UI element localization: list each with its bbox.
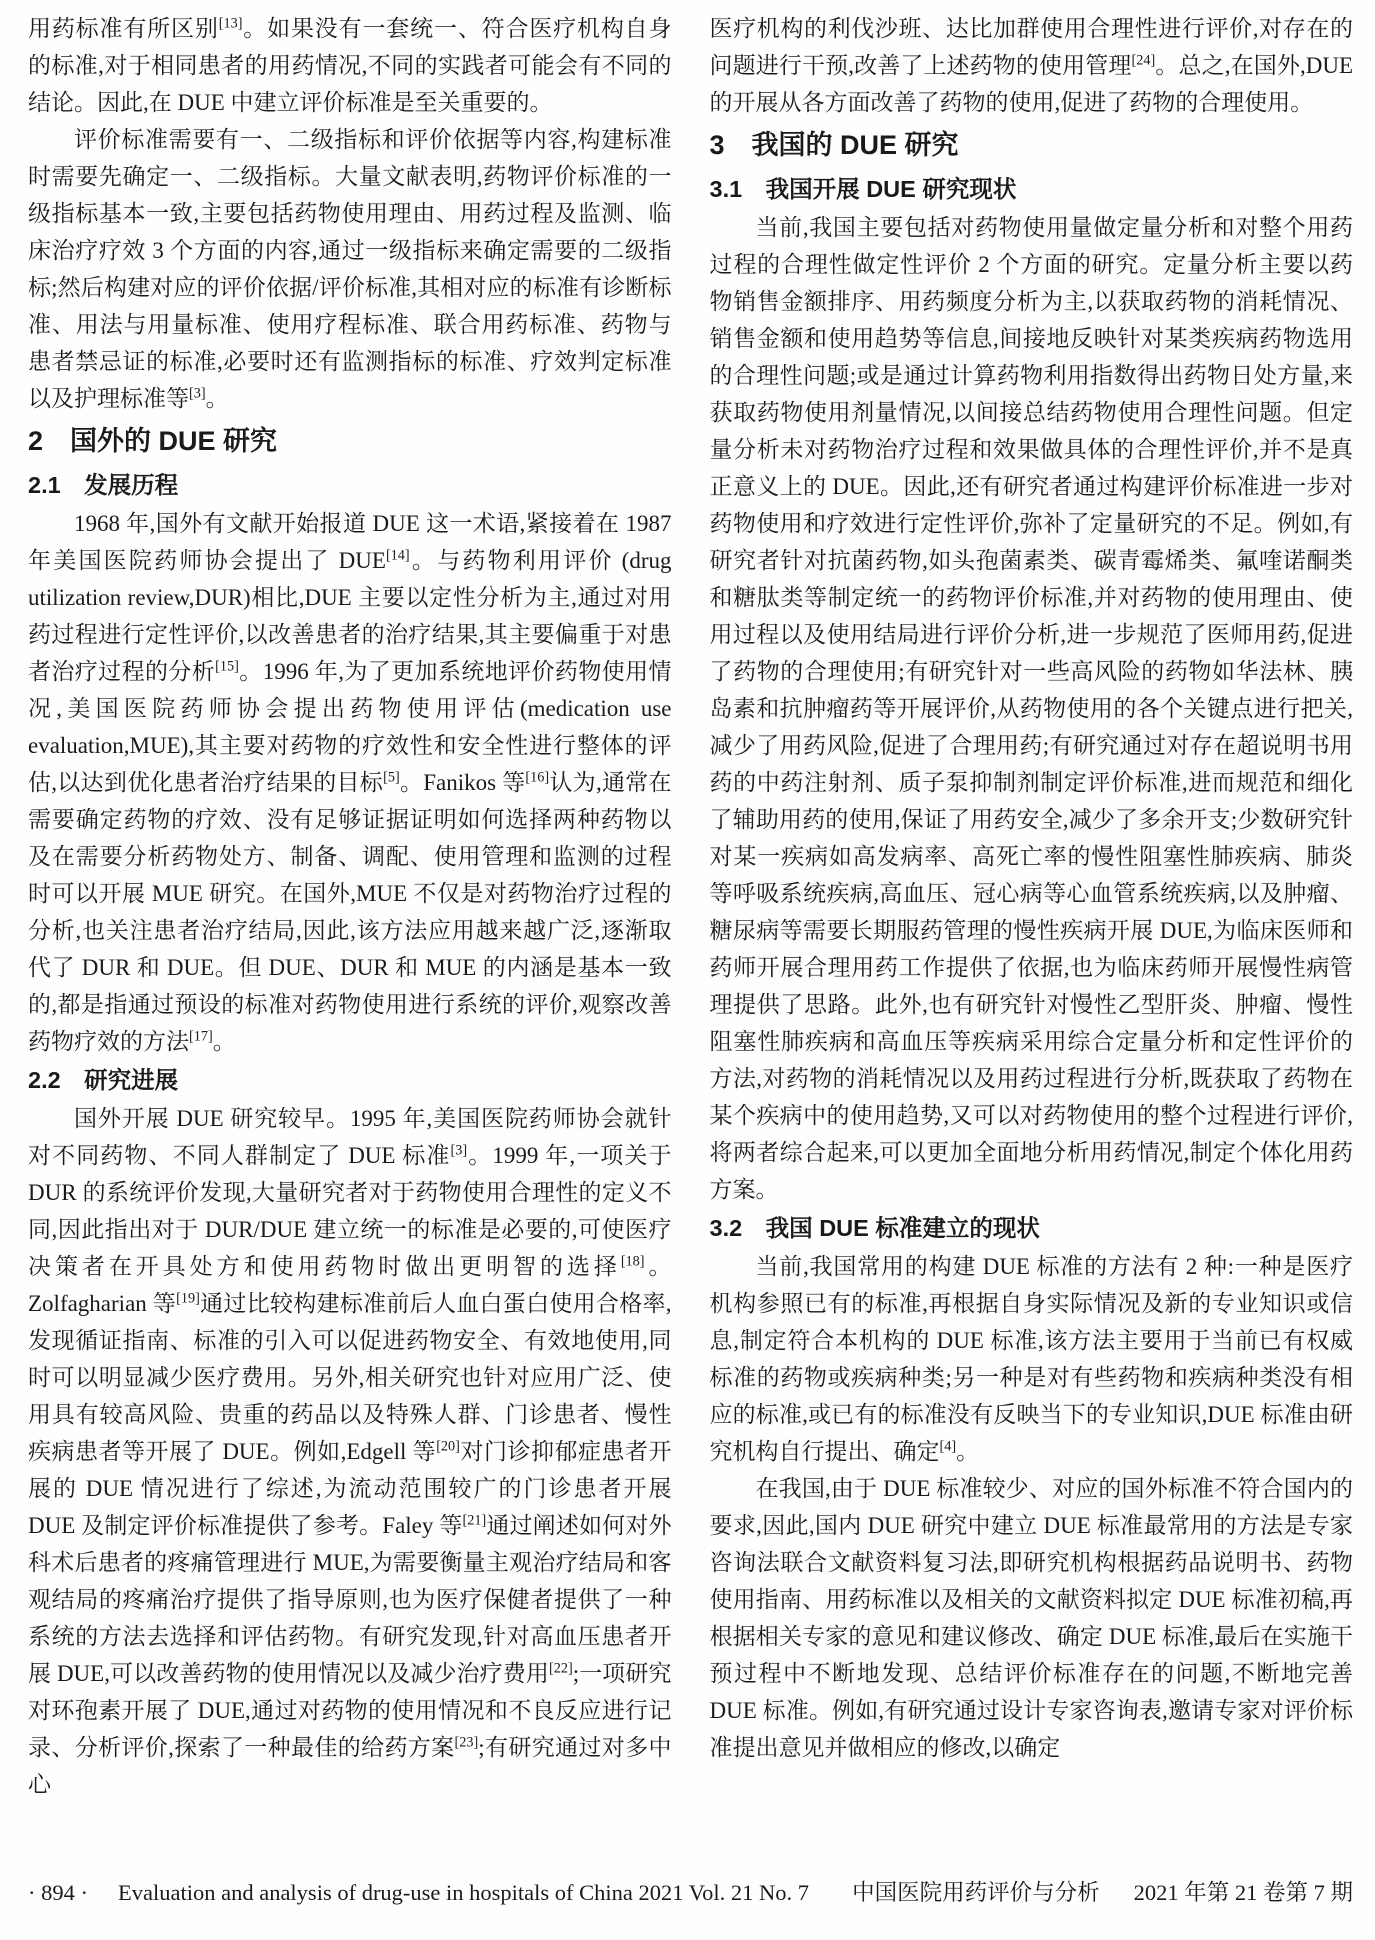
citation-ref: [22] bbox=[548, 1660, 573, 1677]
paragraph: 在我国,由于 DUE 标准较少、对应的国外标准不符合国内的要求,因此,国内 DUE 研究中建立 DUE 标准最常用的方法是专家咨询法联合文献资料复习法,即研究机构根据药品说明书、药物使用指南、用药标准以及相关的文献资料拟定 DUE 标准初稿,再根据相关专家的意见和建议修改、确定 DUE 标准,最后在实施干预过程中不断地发现、总结评价标准存在的问题,不断地完善 DUE 标准。例如,有研究通过设计专家咨询表,邀请专家对评价标准提出意见并做相应的修改,以确定 bbox=[709, 1476, 1353, 1760]
citation-ref: [4] bbox=[939, 1438, 957, 1455]
issue-info: 2021 年第 21 卷第 7 期 bbox=[1133, 1880, 1353, 1905]
citation-ref: [13] bbox=[218, 15, 243, 32]
subsection-heading: 3.1 我国开展 DUE 研究现状 bbox=[709, 176, 1017, 202]
right-column bbox=[710, 10, 1354, 1803]
paragraph: 1968 年,国外有文献开始报道 DUE 这一术语,紧接着在 1987 年美国医院药师协会提出了 DUE[14]。与药物利用评价 (drug utilization review,DUR)相比,DUE 主要以定性分析为主,通过对用药过程进行定性评价,以改善患者的治疗结果,其主要偏重于对患者治疗过程的分析[15]。1996 年,为了更加系统地评价药物使用情况,美国医院药师协会提出药物使用评估(medication use evaluation,MUE),其主要对药物的疗效性和安全性进行整体的评估,以达到优化患者治疗结果的目标[5]。Fanikos 等[16]认为,通常在需要确定药物的疗效、没有足够证据证明如何选择两种药物以及在需要分析药物处方、制备、调配、使用管理和监测的过程时可以开展 MUE 研究。在国外,MUE 不仅是对药物治疗过程的分析,也关注患者治疗结局,因此,该方法应用越来越广泛,逐渐取代了 DUR 和 DUE。但 DUE、DUR 和 MUE 的内涵是基本一致的,都是指通过预设的标准对药物使用进行系统的评价,观察改善药物疗效的方法[17]。 bbox=[28, 511, 672, 1054]
paragraph: 医疗机构的利伐沙班、达比加群使用合理性进行评价,对存在的问题进行干预,改善了上述药物的使用管理[24]。总之,在国外,DUE 的开展从各方面改善了药物的使用,促进了药物的合理使用。 bbox=[709, 16, 1353, 115]
citation-ref: [3] bbox=[450, 1142, 468, 1159]
citation-ref: [18] bbox=[620, 1253, 645, 1270]
citation-ref: [17] bbox=[189, 1028, 213, 1045]
subsection-heading: 3.2 我国 DUE 标准建立的现状 bbox=[709, 1215, 1040, 1241]
footer-left bbox=[28, 1878, 809, 1908]
citation-ref: [16] bbox=[525, 769, 550, 786]
paragraph: 当前,我国常用的构建 DUE 标准的方法有 2 种:一种是医疗机构参照已有的标准,再根据自身实际情况及新的专业知识或信息,制定符合本机构的 DUE 标准,该方法主要用于当前已有权威标准的药物或疾病种类;另一种是对有些药物和疾病种类没有相应的标准,或已有的标准没有反映当下的专业知识,DUE 标准由研究机构自行提出、确定[4]。 bbox=[709, 1254, 1353, 1464]
page-footer bbox=[28, 1878, 1353, 1908]
journal-name-cn: 中国医院用药评价与分析 bbox=[852, 1880, 1100, 1905]
citation-ref: [24] bbox=[1131, 52, 1156, 69]
citation-ref: [21] bbox=[462, 1512, 487, 1529]
paragraph: 评价标准需要有一、二级指标和评价依据等内容,构建标准时需要先确定一、二级指标。大量文献表明,药物评价标准的一级指标基本一致,主要包括药物使用理由、用药过程及监测、临床治疗疗效 3 个方面的内容,通过一级指标来确定需要的二级指标;然后构建对应的评价依据/评价标准,其相对应的标准有诊断标准、用法与用量标准、使用疗程标准、联合用药标准、药物与患者禁忌证的标准,必要时还有监测指标的标准、疗效判定标准以及护理标准等[3]。 bbox=[28, 127, 672, 411]
page-number: · 894 · bbox=[28, 1880, 88, 1905]
citation-ref: [23] bbox=[454, 1734, 479, 1751]
paragraph: 当前,我国主要包括对药物使用量做定量分析和对整个用药过程的合理性做定性评价 2 个方面的研究。定量分析主要以药物销售金额排序、用药频度分析为主,以获取药物的消耗情况、销售金额和使用趋势等信息,间接地反映针对某类疾病药物选用的合理性问题;或是通过计算药物利用指数得出药物日处方量,来获取药物使用剂量情况,以间接总结药物使用合理性问题。但定量分析未对药物治疗过程和效果做具体的合理性评价,并不是真正意义上的 DUE。因此,还有研究者通过构建评价标准进一步对药物使用和疗效进行定性评价,弥补了定量研究的不足。例如,有研究者针对抗菌药物,如头孢菌素类、碳青霉烯类、氟喹诺酮类和糖肽类等制定统一的药物评价标准,并对药物的使用理由、使用过程以及使用结局进行评价分析,进一步规范了医师用药,促进了药物的合理使用;有研究针对一些高风险的药物如华法林、胰岛素和抗肿瘤药等开展评价,从药物使用的各个关键点进行把关,减少了用药风险,促进了合理用药;有研究通过对存在超说明书用药的中药注射剂、质子泵抑制剂制定评价标准,进而规范和细化了辅助用药的使用,保证了用药安全,减少了多余开支;少数研究针对某一疾病如高发病率、高死亡率的慢性阻塞性肺疾病、肺炎等呼吸系统疾病,高血压、冠心病等心血管系统疾病,以及肿瘤、糖尿病等需要长期服药管理的慢性疾病开展 DUE,为临床医师和药师开展合理用药工作提供了依据,也为临床药师开展慢性病管理提供了思路。此外,也有研究针对慢性乙型肝炎、肿瘤、慢性阻塞性肺疾病和高血压等疾病采用综合定量分析和定性评价的方法,对药物的消耗情况以及用药过程进行分析,既获取了药物在某个疾病中的使用趋势,又可以对药物使用的整个过程进行评价,将两者综合起来,可以更加全面地分析用药情况,制定个体化用药方案。 bbox=[709, 215, 1353, 1202]
section-heading: 2 国外的 DUE 研究 bbox=[28, 426, 278, 456]
left-column bbox=[28, 10, 672, 1803]
citation-ref: [14] bbox=[385, 547, 410, 564]
citation-ref: [19] bbox=[176, 1290, 200, 1307]
citation-ref: [5] bbox=[383, 769, 400, 786]
citation-ref: [15] bbox=[215, 658, 239, 675]
subsection-heading: 2.2 研究进展 bbox=[28, 1067, 179, 1093]
section-heading: 3 我国的 DUE 研究 bbox=[709, 130, 959, 160]
paragraph: 用药标准有所区别[13]。如果没有一套统一、符合医疗机构自身的标准,对于相同患者的用药情况,不同的实践者可能会有不同的结论。因此,在 DUE 中建立评价标准是至关重要的。 bbox=[28, 15, 672, 115]
citation-ref: [20] bbox=[436, 1438, 460, 1455]
footer-right bbox=[852, 1878, 1353, 1908]
journal-name-en: Evaluation and analysis of drug-use in hospitals of China 2021 Vol. 21 No. 7 bbox=[118, 1880, 809, 1905]
subsection-heading: 2.1 发展历程 bbox=[28, 472, 179, 498]
paragraph: 国外开展 DUE 研究较早。1995 年,美国医院药师协会就针对不同药物、不同人群制定了 DUE 标准[3]。1999 年,一项关于 DUR 的系统评价发现,大量研究者对于药物使用合理性的定义不同,因此指出对于 DUR/DUE 建立统一的标准是必要的,可使医疗决策者在开具处方和使用药物时做出更明智的选择[18]。Zolfagharian 等[19]通过比较构建标准前后人血白蛋白使用合格率,发现循证指南、标准的引入可以促进药物安全、有效地使用,同时可以明显减少医疗费用。另外,相关研究也针对应用广泛、使用具有较高风险、贵重的药品以及特殊人群、门诊患者、慢性疾病患者等开展了 DUE。例如,Edgell 等[20]对门诊抑郁症患者开展的 DUE 情况进行了综述,为流动范围较广的门诊患者开展 DUE 及制定评价标准提供了参考。Faley 等[21]通过阐述如何对外科术后患者的疼痛管理进行 MUE,为需要衡量主观治疗结局和客观结局的疼痛治疗提供了指导原则,也为医疗保健者提供了一种系统的方法去选择和评估药物。有研究发现,针对高血压患者开展 DUE,可以改善药物的使用情况以及减少治疗费用[22];一项研究对环孢素开展了 DUE,通过对药物的使用情况和不良反应进行记录、分析评价,探索了一种最佳的给药方案[23];有研究通过对多中心 bbox=[28, 1106, 672, 1797]
citation-ref: [3] bbox=[189, 385, 206, 402]
